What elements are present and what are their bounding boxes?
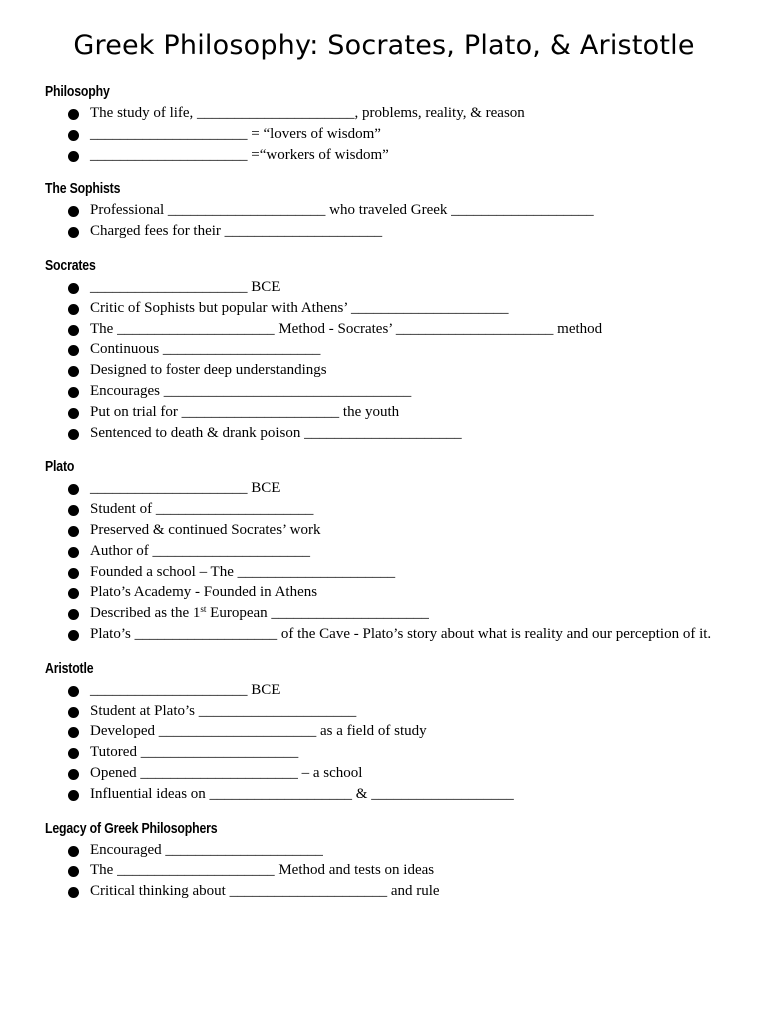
list-item: The study of life, _____________________, problems, reality, & reason	[45, 103, 768, 124]
list-item: _____________________ = “lovers of wisdom”	[45, 124, 768, 145]
list-item: Continuous _____________________	[45, 339, 768, 360]
list-item	[45, 603, 768, 624]
section-heading: Aristotle	[45, 659, 94, 677]
list-item: _____________________ =“workers of wisdom”	[45, 145, 768, 166]
section-heading: Philosophy	[45, 83, 110, 100]
bullet-list	[45, 200, 768, 242]
list-item: Encourages _________________________________	[45, 381, 768, 402]
bullet-list	[45, 103, 768, 165]
list-item: Founded a school – The _____________________	[45, 562, 768, 583]
list-item: Professional _____________________ who traveled Greek ___________________	[45, 200, 768, 221]
list-item: Charged fees for their _____________________	[45, 221, 768, 242]
list-item-text: European _____________________	[206, 605, 429, 622]
list-item: The _____________________ Method and tests on ideas	[45, 860, 768, 881]
list-item: The _____________________ Method - Socrates’ _____________________ method	[45, 319, 768, 340]
list-item: Influential ideas on ___________________ & ___________________	[45, 784, 768, 805]
bullet-list	[45, 277, 768, 443]
section-socrates	[45, 255, 768, 443]
list-item: Preserved & continued Socrates’ work	[45, 520, 768, 541]
bullet-list	[45, 840, 768, 902]
list-item: Encouraged _____________________	[45, 840, 768, 861]
list-item: _____________________ BCE	[45, 680, 768, 701]
list-item: Developed _____________________ as a field of study	[45, 721, 768, 742]
list-item: Critical thinking about _____________________ and rule	[45, 881, 768, 902]
section-sophists	[45, 178, 768, 242]
list-item: _____________________ BCE	[45, 478, 768, 499]
section-heading: Socrates	[45, 256, 96, 274]
list-item: Opened _____________________ – a school	[45, 763, 768, 784]
list-item: Tutored _____________________	[45, 742, 768, 763]
bullet-list	[45, 680, 768, 805]
list-item: _____________________ BCE	[45, 277, 768, 298]
list-item: Student at Plato’s _____________________	[45, 701, 768, 722]
list-item: Student of _____________________	[45, 499, 768, 520]
list-item: Author of _____________________	[45, 541, 768, 562]
section-philosophy	[45, 81, 768, 165]
list-item: Designed to foster deep understandings	[45, 360, 768, 381]
list-item: Put on trial for _____________________ the youth	[45, 402, 768, 423]
list-item: Critic of Sophists but popular with Athens’ _____________________	[45, 298, 768, 319]
section-heading: Legacy of Greek Philosophers	[45, 819, 218, 837]
list-item: Plato’s ___________________ of the Cave - Plato’s story about what is reality and our perception of it.	[45, 624, 768, 645]
list-item: Plato’s Academy - Founded in Athens	[45, 582, 768, 603]
list-item: Sentenced to death & drank poison _____________________	[45, 423, 768, 444]
ordinal-suffix: st	[200, 604, 207, 615]
section-heading: The Sophists	[45, 180, 121, 198]
section-heading: Plato	[45, 458, 75, 476]
section-plato	[45, 456, 768, 644]
bullet-list	[45, 478, 768, 644]
list-item-text: Described as the 1	[90, 605, 201, 622]
section-legacy	[45, 818, 768, 902]
page-title: Greek Philosophy: Socrates, Plato, & Aristotle	[73, 30, 695, 61]
section-aristotle	[45, 658, 768, 805]
